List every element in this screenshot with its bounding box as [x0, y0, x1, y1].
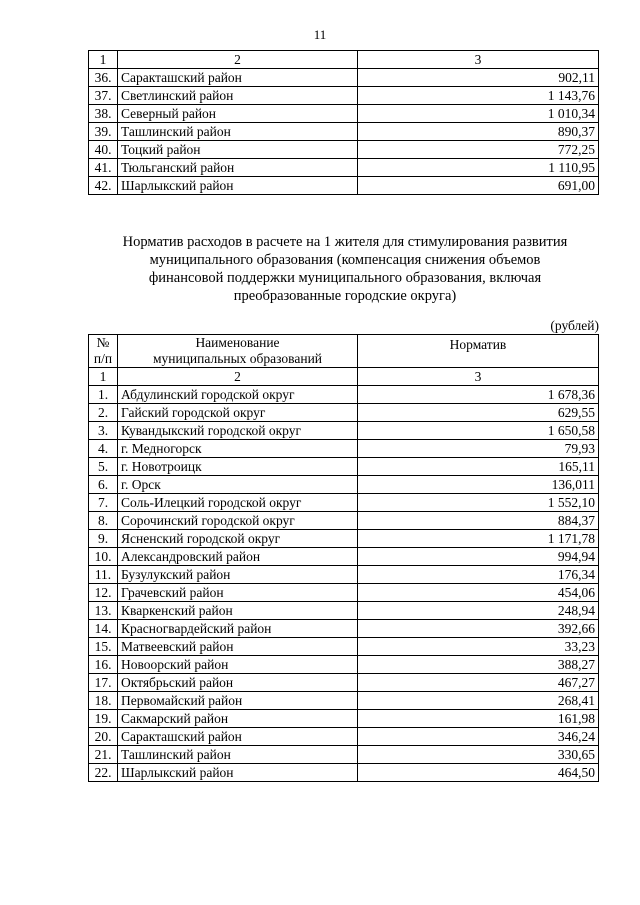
row-value: 464,50 — [358, 764, 599, 782]
index-cell: 2 — [118, 368, 358, 386]
table-row — [89, 512, 599, 530]
row-name: Тоцкий район — [118, 141, 358, 159]
row-name: Первомайский район — [118, 692, 358, 710]
row-number: 7. — [89, 494, 118, 512]
header-num — [89, 335, 118, 368]
row-number: 1. — [89, 386, 118, 404]
header-name-line1: Наименование — [195, 335, 280, 350]
row-name: Матвеевский район — [118, 638, 358, 656]
table-row — [89, 746, 599, 764]
row-value: 1 143,76 — [358, 87, 599, 105]
row-number: 11. — [89, 566, 118, 584]
row-number: 4. — [89, 440, 118, 458]
section-title-line: Норматив расходов в расчете на 1 жителя для стимулирования развития — [122, 234, 568, 250]
table-row — [89, 87, 599, 105]
section-title-line: финансовой поддержки муниципального образования, включая — [148, 270, 542, 287]
row-number: 15. — [89, 638, 118, 656]
table-row — [89, 386, 599, 404]
table-index-row — [89, 368, 599, 386]
section-title-line: муниципального образования (компенсация снижения объемов — [149, 252, 541, 269]
row-number: 42. — [89, 177, 118, 195]
table-index-row — [89, 51, 599, 69]
row-name: Ясненский городской округ — [118, 530, 358, 548]
table-row — [89, 123, 599, 141]
table-row — [89, 440, 599, 458]
row-value: 629,55 — [358, 404, 599, 422]
table-header-row — [89, 335, 599, 368]
table-row — [89, 548, 599, 566]
row-name: Тюльганский район — [118, 159, 358, 177]
row-number: 16. — [89, 656, 118, 674]
row-name: Ташлинский район — [118, 746, 358, 764]
row-name: Ташлинский район — [118, 123, 358, 141]
row-name: Бузулукский район — [118, 566, 358, 584]
table-row — [89, 602, 599, 620]
row-number: 9. — [89, 530, 118, 548]
row-value: 165,11 — [358, 458, 599, 476]
row-value: 79,93 — [358, 440, 599, 458]
section-title — [100, 233, 590, 306]
row-name: Шарлыкский район — [118, 764, 358, 782]
row-value: 884,37 — [358, 512, 599, 530]
row-name: Грачевский район — [118, 584, 358, 602]
row-value: 1 010,34 — [358, 105, 599, 123]
table-row — [89, 530, 599, 548]
row-number: 14. — [89, 620, 118, 638]
table-row — [89, 656, 599, 674]
row-value: 161,98 — [358, 710, 599, 728]
row-name: г. Медногорск — [118, 440, 358, 458]
table-row — [89, 710, 599, 728]
norms-table — [88, 334, 599, 782]
row-value: 772,25 — [358, 141, 599, 159]
row-name: Соль-Илецкий городской округ — [118, 494, 358, 512]
table-row — [89, 177, 599, 195]
row-name: Новоорский район — [118, 656, 358, 674]
row-value: 994,94 — [358, 548, 599, 566]
row-name: Сакмарский район — [118, 710, 358, 728]
row-number: 5. — [89, 458, 118, 476]
table-row — [89, 638, 599, 656]
row-number: 22. — [89, 764, 118, 782]
row-value: 176,34 — [358, 566, 599, 584]
section-title-line: преобразованные городские округа) — [233, 288, 457, 305]
table-row — [89, 422, 599, 440]
unit-note: (рублей) — [550, 318, 599, 333]
row-name: Александровский район — [118, 548, 358, 566]
row-name: Саракташский район — [118, 69, 358, 87]
row-number: 2. — [89, 404, 118, 422]
row-name: Кваркенский район — [118, 602, 358, 620]
index-cell: 1 — [89, 51, 118, 69]
table-row — [89, 692, 599, 710]
row-value: 1 650,58 — [358, 422, 599, 440]
table-row — [89, 476, 599, 494]
header-value: Норматив — [358, 335, 599, 368]
row-name: г. Новотроицк — [118, 458, 358, 476]
index-cell: 2 — [118, 51, 358, 69]
table-row — [89, 159, 599, 177]
row-value: 392,66 — [358, 620, 599, 638]
header-name — [118, 335, 358, 368]
row-number: 12. — [89, 584, 118, 602]
row-number: 39. — [89, 123, 118, 141]
table-row — [89, 404, 599, 422]
row-value: 1 552,10 — [358, 494, 599, 512]
row-number: 37. — [89, 87, 118, 105]
row-number: 19. — [89, 710, 118, 728]
row-number: 40. — [89, 141, 118, 159]
row-value: 330,65 — [358, 746, 599, 764]
row-name: Гайский городской округ — [118, 404, 358, 422]
row-value: 691,00 — [358, 177, 599, 195]
row-value: 1 110,95 — [358, 159, 599, 177]
row-name: Сорочинский городской округ — [118, 512, 358, 530]
row-number: 13. — [89, 602, 118, 620]
table-row — [89, 620, 599, 638]
header-name-line2: муниципальных образований — [152, 351, 323, 367]
table-row — [89, 69, 599, 87]
table-row — [89, 494, 599, 512]
row-name: г. Орск — [118, 476, 358, 494]
page-number: 11 — [313, 27, 327, 42]
table-row — [89, 728, 599, 746]
row-number: 10. — [89, 548, 118, 566]
continuation-table — [88, 50, 599, 195]
row-number: 38. — [89, 105, 118, 123]
table-row — [89, 141, 599, 159]
row-name: Красногвардейский район — [118, 620, 358, 638]
index-cell: 3 — [358, 368, 599, 386]
row-value: 454,06 — [358, 584, 599, 602]
header-num-line1: № — [96, 335, 110, 350]
row-number: 3. — [89, 422, 118, 440]
table-row — [89, 105, 599, 123]
row-name: Саракташский район — [118, 728, 358, 746]
table-row — [89, 458, 599, 476]
row-value: 1 678,36 — [358, 386, 599, 404]
row-number: 36. — [89, 69, 118, 87]
row-number: 18. — [89, 692, 118, 710]
index-cell: 3 — [358, 51, 599, 69]
index-cell: 1 — [89, 368, 118, 386]
row-value: 467,27 — [358, 674, 599, 692]
row-value: 268,41 — [358, 692, 599, 710]
table-row — [89, 566, 599, 584]
row-name: Северный район — [118, 105, 358, 123]
table-row — [89, 674, 599, 692]
row-name: Октябрьский район — [118, 674, 358, 692]
row-name: Абдулинский городской округ — [118, 386, 358, 404]
row-number: 8. — [89, 512, 118, 530]
row-value: 248,94 — [358, 602, 599, 620]
row-name: Кувандыкский городской округ — [118, 422, 358, 440]
row-name: Шарлыкский район — [118, 177, 358, 195]
row-value: 33,23 — [358, 638, 599, 656]
header-num-line2: п/п — [93, 351, 113, 367]
row-number: 6. — [89, 476, 118, 494]
row-value: 388,27 — [358, 656, 599, 674]
row-value: 346,24 — [358, 728, 599, 746]
row-number: 41. — [89, 159, 118, 177]
row-name: Светлинский район — [118, 87, 358, 105]
row-value: 136,011 — [358, 476, 599, 494]
row-number: 17. — [89, 674, 118, 692]
row-number: 20. — [89, 728, 118, 746]
row-number: 21. — [89, 746, 118, 764]
row-value: 890,37 — [358, 123, 599, 141]
row-value: 902,11 — [358, 69, 599, 87]
table-row — [89, 764, 599, 782]
table-row — [89, 584, 599, 602]
row-value: 1 171,78 — [358, 530, 599, 548]
